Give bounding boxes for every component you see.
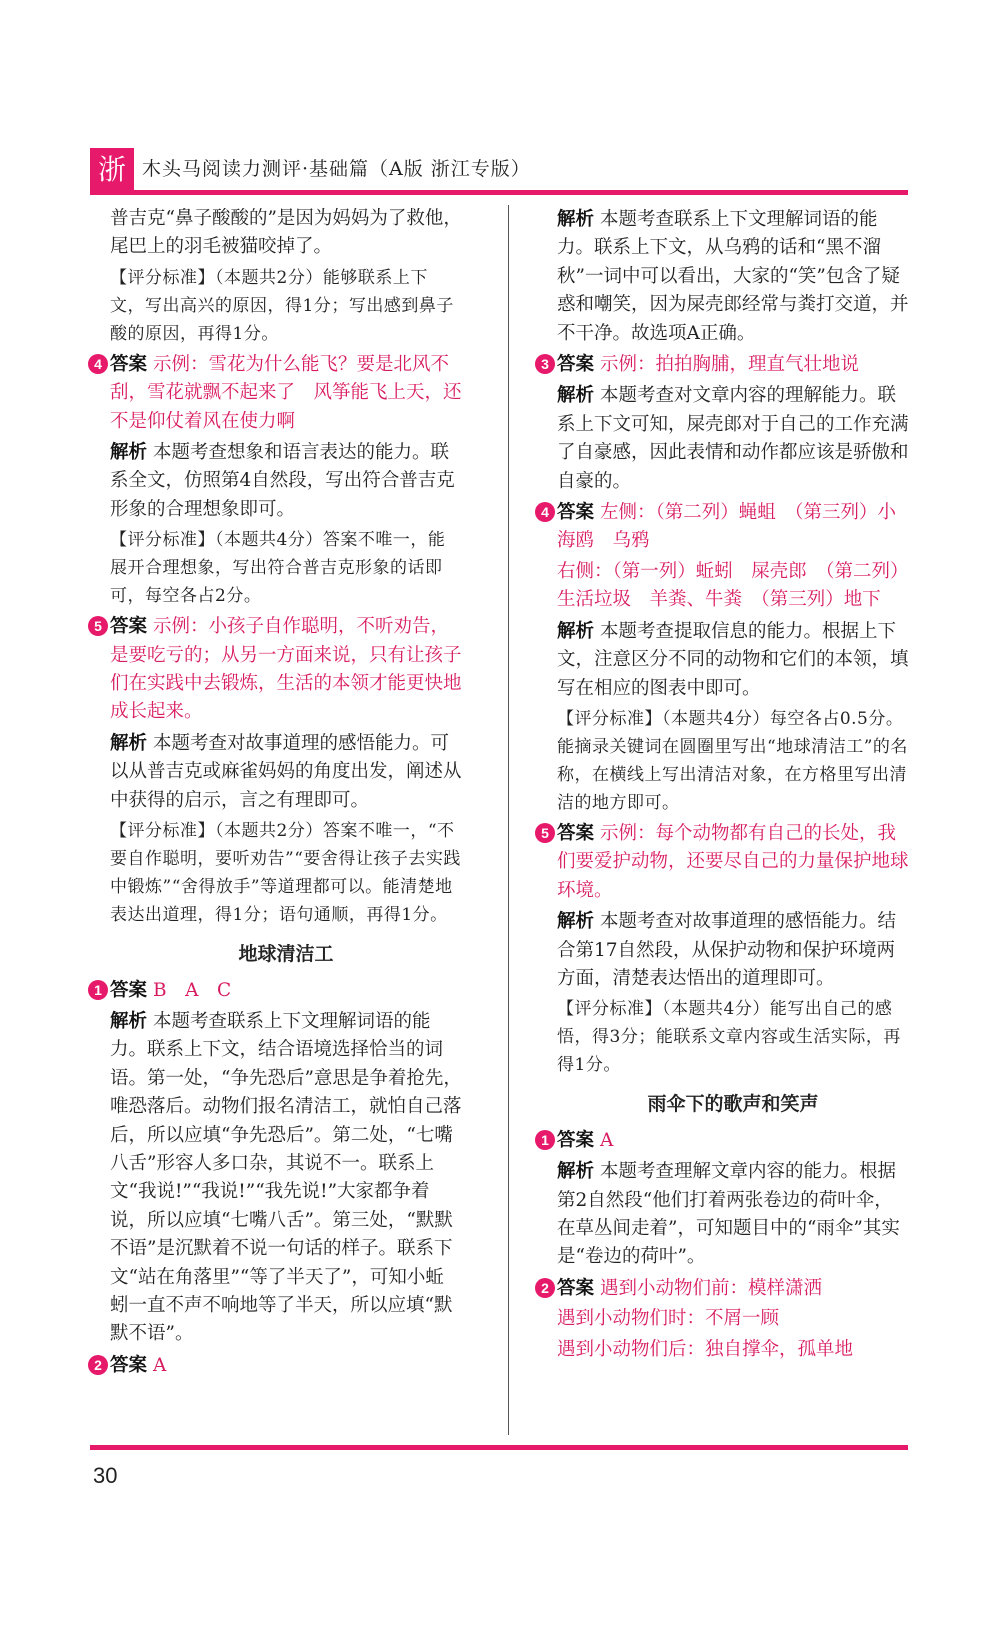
- answer-text: B A C: [153, 979, 232, 1001]
- section-question-3: [541, 350, 909, 379]
- answer-line: 遇到小动物们前：模样潇洒: [600, 1277, 823, 1299]
- analysis-text: 本题考查联系上下文理解词语的能力。联系上下文，结合语境选择恰当的词语。第一处，“争先恐后”意思是争着抢先，唯恐落后。动物们报名清洁工，就怕自己落后，所以应填“争先恐后”。第二处，“七嘴八舌”形容人多口杂，其说不一。联系上文“我说!”“我说!”“我先说!”大家都争着说，所以应填“七嘴八舌”。第三处，“默默不语”是沉默着不说一句话的样子。联系下文“站在角落里”“等了半天了”，可知小蚯蚓一直不声不响地等了半天，所以应填“默默不语”。: [110, 1010, 462, 1345]
- analysis: [557, 1157, 909, 1272]
- question-number-badge: 5: [88, 616, 108, 636]
- question-number-badge: 4: [88, 354, 108, 374]
- answer-text: A: [153, 1354, 167, 1376]
- analysis: [557, 617, 909, 703]
- analysis-text: 本题考查对文章内容的理解能力。联系上下文可知，屎壳郎对于自己的工作充满了自豪感，因此表情和动作都应该是骄傲和自豪的。: [557, 385, 909, 492]
- section-question-1: [94, 976, 462, 1005]
- question-4: [94, 350, 462, 436]
- left-column: [94, 205, 462, 1382]
- score-criteria: 【评分标准】（本题共4分）答案不唯一，能展开合理想象，写出符合普吉克形象的话即可，每空各占2分。: [110, 530, 446, 607]
- answer-label: 答案: [557, 1276, 595, 1298]
- answer-label: 答案: [110, 352, 148, 374]
- umbrella-question-2: [541, 1274, 909, 1303]
- answer-label: 答案: [557, 1128, 595, 1150]
- analysis-text: 本题考查提取信息的能力。根据上下文，注意区分不同的动物和它们的本领，填写在相应的图表中即可。: [557, 620, 909, 699]
- section-question-2: [94, 1351, 462, 1380]
- answer-label: 答案: [557, 501, 595, 523]
- analysis: [110, 438, 462, 524]
- answer-label: 答案: [557, 821, 595, 843]
- intro-score: 【评分标准】（本题共2分）能够联系上下文，写出高兴的原因，得1分；写出感到鼻子酸的原因，再得1分。: [110, 267, 454, 344]
- analysis: [110, 1007, 462, 1349]
- answer-line: 遇到小动物们时：不屑一顾: [557, 1308, 780, 1330]
- analysis-text: 本题考查对故事道理的感悟能力。结合第17自然段，从保护动物和保护环境两方面，清楚表达悟出的道理即可。: [557, 911, 897, 989]
- question-number-badge: 1: [535, 1130, 555, 1150]
- analysis: [557, 907, 909, 993]
- analysis-label: 解析: [557, 208, 595, 229]
- question-number-badge: 2: [88, 1355, 108, 1375]
- question-number-badge: 2: [535, 1278, 555, 1298]
- page-number: 30: [93, 1463, 118, 1488]
- score-criteria: 【评分标准】（本题共4分）能写出自己的感悟，得3分；能联系文章内容或生活实际，再得1分。: [557, 999, 901, 1076]
- analysis-text: 本题考查理解文章内容的能力。根据第2自然段“他们打着两张卷边的荷叶伞，在草丛间走着”，可知题目中的“雨伞”其实是“卷边的荷叶”。: [557, 1161, 900, 1268]
- analysis: [557, 381, 909, 496]
- question-5: [94, 612, 462, 727]
- answer-text: 示例：小孩子自作聪明，不听劝告，是要吃亏的；从另一方面来说，只有让孩子们在实践中去锻炼，生活的本领才能更快地成长起来。: [110, 616, 462, 723]
- question-number-badge: 1: [88, 980, 108, 1000]
- analysis-label: 解析: [557, 1160, 595, 1182]
- analysis-label: 解析: [557, 910, 595, 932]
- analysis-label: 解析: [557, 619, 595, 641]
- intro-text: 普吉克“鼻子酸酸的”是因为妈妈为了救他，尾巴上的羽毛被猫咬掉了。: [110, 208, 462, 258]
- question-number-badge: 4: [535, 502, 555, 522]
- answer-label: 答案: [557, 353, 595, 375]
- footer-rule: [90, 1445, 908, 1450]
- section-question-5: [541, 819, 909, 905]
- page-header: [90, 148, 908, 192]
- section-title: 雨伞下的歌声和笑声: [647, 1094, 819, 1116]
- question-number-badge: 3: [535, 354, 555, 374]
- province-badge: 浙: [90, 148, 134, 192]
- section-question-4: [541, 498, 909, 556]
- analysis-label: 解析: [110, 731, 148, 753]
- answer-label: 答案: [110, 978, 148, 1000]
- analysis: [557, 205, 909, 348]
- answer-text: 示例：雪花为什么能飞？要是北风不刮，雪花就飘不起来了 风筝能飞上天，还不是仰仗着风在使力啊: [110, 353, 462, 432]
- umbrella-question-1: [541, 1126, 909, 1155]
- score-criteria: 【评分标准】（本题共4分）每空各占0.5分。能摘录关键词在圆圈里写出“地球清洁工”的名称，在横线上写出清洁对象，在方格里写出清洁的地方即可。: [557, 708, 908, 813]
- answer-label: 答案: [110, 1353, 148, 1375]
- column-divider: [508, 205, 509, 1435]
- answer-text-continued: 右侧：（第一列）蚯蚓 屎壳郎 （第二列）生活垃圾 羊粪、牛粪 （第三列）地下: [557, 560, 909, 611]
- answer-text: 示例：每个动物都有自己的长处，我们要爱护动物，还要尽自己的力量保护地球环境。: [557, 822, 909, 901]
- right-column: [541, 205, 909, 1366]
- analysis-text: 本题考查对故事道理的感悟能力。可以从普吉克或麻雀妈妈的角度出发，阐述从中获得的启示，言之有理即可。: [110, 732, 462, 811]
- answer-line: 遇到小动物们后：独自撑伞，孤单地: [557, 1338, 854, 1360]
- analysis-text: 本题考查联系上下文理解词语的能力。联系上下文，从乌鸦的话和“黑不溜秋”一词中可以看出，大家的“笑”包含了疑惑和嘲笑，因为屎壳郎经常与粪打交道，并不干净。故选项A正确。: [557, 209, 909, 344]
- header-rule: [90, 190, 908, 195]
- score-criteria: 【评分标准】（本题共2分）答案不唯一，“不要自作聪明，要听劝告”“要舍得让孩子去实践中锻炼”“舍得放手”等道理都可以。能清楚地表达出道理，得1分；语句通顺，再得1分。: [110, 821, 461, 926]
- answer-text: 左侧：（第二列）蝇蛆 （第三列）小海鸥 乌鸦: [557, 502, 897, 552]
- analysis-label: 解析: [110, 1009, 148, 1031]
- question-number-badge: 5: [535, 823, 555, 843]
- answer-text: 示例：拍拍胸脯，理直气壮地说: [600, 354, 860, 376]
- analysis-label: 解析: [557, 384, 595, 406]
- book-title: 木头马阅读力测评·基础篇（A版 浙江专版）: [142, 158, 531, 180]
- answer-text: A: [600, 1129, 614, 1151]
- analysis: [110, 729, 462, 815]
- analysis-text: 本题考查想象和语言表达的能力。联系全文，仿照第4自然段，写出符合普吉克形象的合理想象即可。: [110, 442, 455, 520]
- section-title: 地球清洁工: [238, 944, 334, 966]
- answer-label: 答案: [110, 615, 148, 637]
- analysis-label: 解析: [110, 441, 148, 463]
